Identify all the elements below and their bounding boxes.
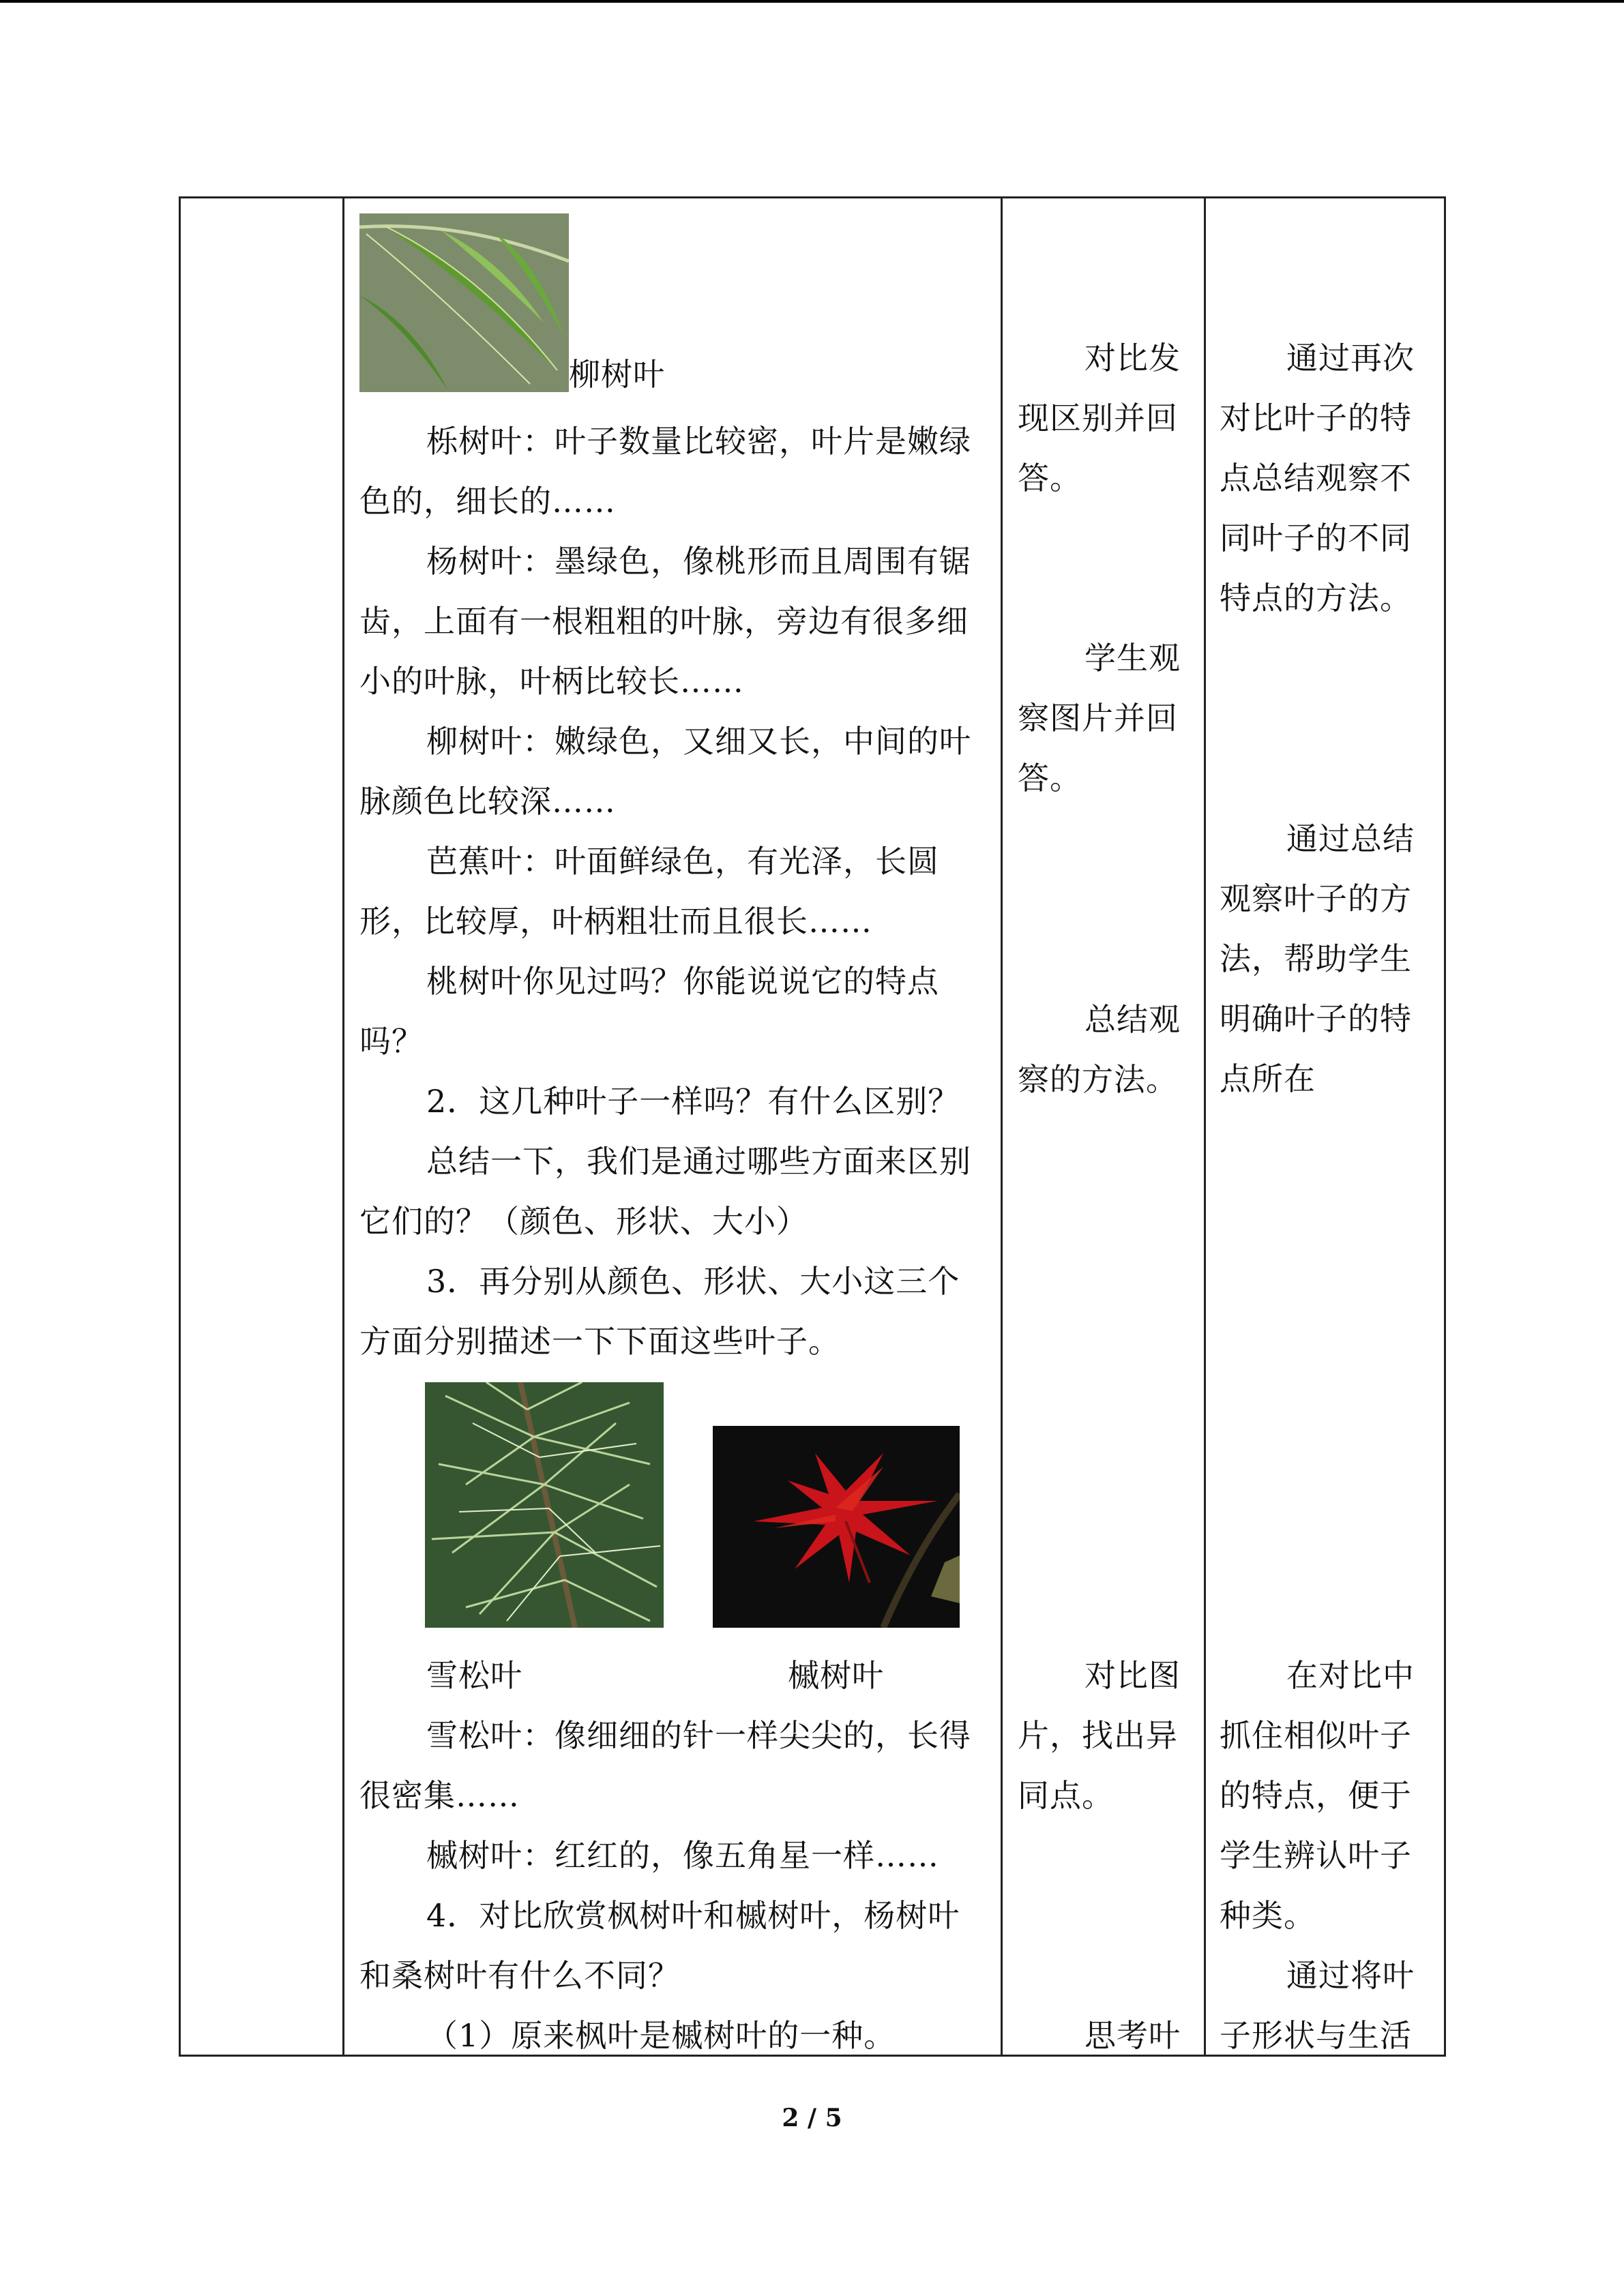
student-activity-2: 学生观察图片并回答。: [1018, 640, 1181, 796]
question-4: 4．对比欣赏枫树叶和槭树叶，杨树叶和桑树叶有什么不同？: [359, 1897, 960, 1994]
student-activity-1: 对比发现区别并回答。: [1018, 340, 1181, 496]
content-text-block-1: [359, 411, 986, 1371]
banana-leaf-description: 芭蕉叶：叶面鲜绿色，有光泽，长圆形，比较厚，叶柄粗壮而且很长……: [359, 843, 939, 940]
student-activity-column-cell: [1003, 198, 1204, 2055]
design-intent-column-cell: [1206, 198, 1444, 2055]
pine-leaf-caption: 雪松叶: [426, 1657, 522, 1694]
student-activity-3: 总结观察的方法。: [1018, 1001, 1181, 1098]
maple-leaf-description: 槭树叶：红红的，像五角星一样……: [426, 1837, 939, 1874]
student-activity-5: 思考叶: [1084, 2017, 1181, 2054]
lesson-plan-table: [179, 196, 1446, 2057]
content-text-block-2: [359, 1705, 986, 2055]
page-number: 2 / 5: [782, 2104, 842, 2132]
willow-leaf-image: [359, 213, 569, 392]
peach-leaf-question: 桃树叶你见过吗？你能说说它的特点吗？: [359, 963, 939, 1060]
content-column-cell: [344, 198, 1001, 2055]
maple-leaf-caption: 槭树叶: [788, 1657, 884, 1694]
red-maple-leaf-image: [713, 1426, 960, 1628]
question-2: 2．这几种叶子一样吗？有什么区别？: [426, 1083, 960, 1120]
maple-leaf-photo: [713, 1426, 960, 1628]
question-4-point-1: （1）原来枫叶是槭树叶的一种。: [426, 2017, 896, 2054]
design-intent-2: 通过总结观察叶子的方法，帮助学生明确叶子的特点所在: [1220, 820, 1415, 1097]
student-activity-4: 对比图片，找出异同点。: [1018, 1657, 1181, 1814]
stage-column-cell: [181, 198, 342, 2055]
design-intent-4: 通过将叶子形状与生活: [1220, 1957, 1415, 2054]
poplar-leaf-description: 杨树叶：墨绿色，像桃形而且周围有锯齿，上面有一根粗粗的叶脉，旁边有很多细小的叶脉，叶柄比较长……: [359, 543, 971, 700]
design-intent-3: 在对比中抓住相似叶子的特点，便于学生辨认叶子种类。: [1220, 1657, 1415, 1934]
pine-leaf-photo: [425, 1382, 664, 1628]
top-border-line: [0, 0, 1624, 3]
pine-leaf-description: 雪松叶：像细细的针一样尖尖的，长得很密集……: [359, 1717, 971, 1814]
willow-leaf-photo: [359, 213, 569, 392]
willow-leaf-description: 柳树叶：嫩绿色，又细又长，中间的叶脉颜色比较深……: [359, 723, 971, 820]
willow-leaf-caption: 柳树叶: [569, 356, 665, 393]
summary-question: 总结一下，我们是通过哪些方面来区别它们的？（颜色、形状、大小）: [359, 1143, 971, 1240]
design-intent-1: 通过再次对比叶子的特点总结观察不同叶子的不同特点的方法。: [1220, 340, 1415, 616]
pine-needles-image: [425, 1382, 664, 1628]
question-3: 3．再分别从颜色、形状、大小这三个方面分别描述一下下面这些叶子。: [359, 1263, 960, 1360]
chestnut-leaf-description: 栎树叶：叶子数量比较密，叶片是嫩绿色的，细长的……: [359, 423, 971, 520]
